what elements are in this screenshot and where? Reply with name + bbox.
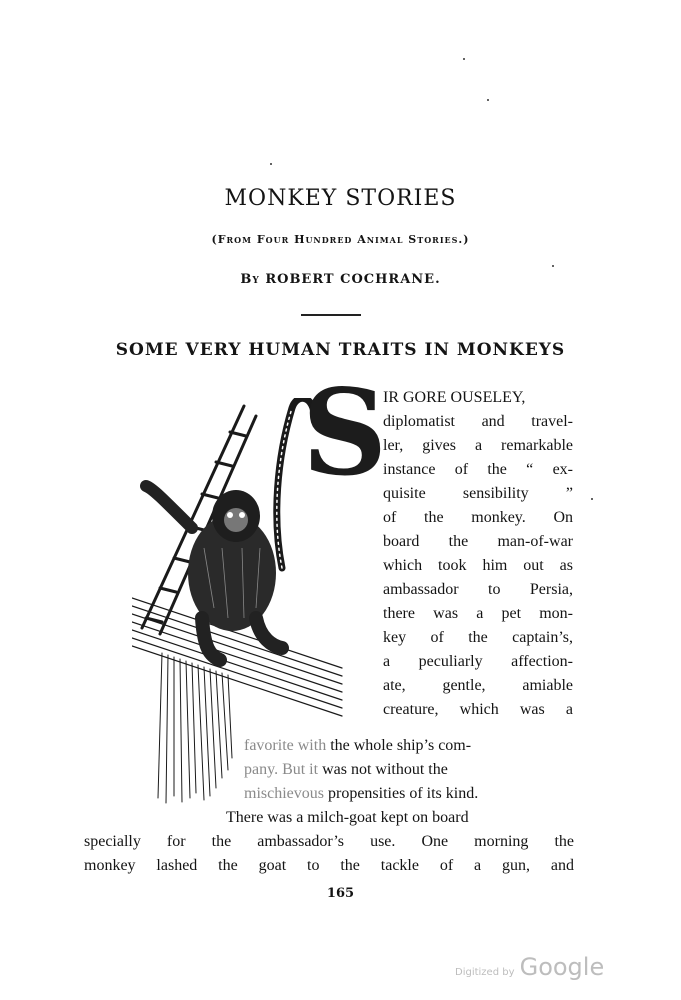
text-fragment: was not without the: [318, 761, 448, 778]
scan-speck: [591, 498, 593, 500]
text-line: [244, 758, 574, 782]
text-line: monkey lashed the goat to the tackle of a gun, and: [84, 857, 574, 874]
scan-speck: [552, 265, 554, 267]
scan-speck: [463, 58, 465, 60]
text-line: ler, gives a remarkable: [383, 437, 573, 454]
scan-speck: [270, 163, 272, 165]
text-line: ambassador to Persia,: [383, 581, 573, 598]
text-line: ate, gentle, amiable: [383, 677, 573, 694]
digitized-watermark: [455, 953, 604, 981]
section-heading: SOME VERY HUMAN TRAITS IN MONKEYS: [115, 340, 566, 360]
text-line: there was a pet mon-: [383, 605, 573, 622]
text-line: quisite sensibility ”: [383, 485, 573, 502]
divider-rule: [301, 314, 361, 316]
text-line: key of the captain’s,: [383, 629, 573, 646]
text-line: [244, 734, 574, 758]
text-fragment: propensities of its kind.: [324, 785, 479, 802]
page-title: MONKEY STORIES: [224, 186, 457, 211]
page-number: 165: [326, 886, 355, 901]
text-line: creature, which was a: [383, 701, 573, 718]
text-line: [244, 782, 574, 806]
text-line: diplomatist and travel-: [383, 413, 573, 430]
source-note: (From Four Hundred Animal Stories.): [211, 233, 470, 246]
faded-text: mischievous: [244, 785, 324, 802]
text-line: board the man-of-war: [383, 533, 573, 550]
google-logo: Google: [519, 953, 605, 981]
text-fragment: the whole ship’s com-: [326, 737, 472, 754]
text-line: a peculiarly affection-: [383, 653, 573, 670]
faded-text: favorite with: [244, 737, 327, 754]
text-line: which took him out as: [383, 557, 573, 574]
scan-speck: [487, 99, 489, 101]
text-line: of the monkey. On: [383, 509, 573, 526]
drop-cap: S: [302, 363, 388, 502]
byline: By ROBERT COCHRANE.: [240, 272, 441, 287]
text-line: There was a milch-goat kept on board: [226, 809, 469, 826]
text-line: instance of the “ ex-: [383, 461, 573, 478]
faded-text: pany. But it: [244, 761, 319, 778]
text-line: IR GORE OUSELEY,: [383, 389, 526, 406]
watermark-prefix: Digitized by: [455, 967, 515, 978]
text-line: specially for the ambassador’s use. One morning the: [84, 833, 574, 850]
